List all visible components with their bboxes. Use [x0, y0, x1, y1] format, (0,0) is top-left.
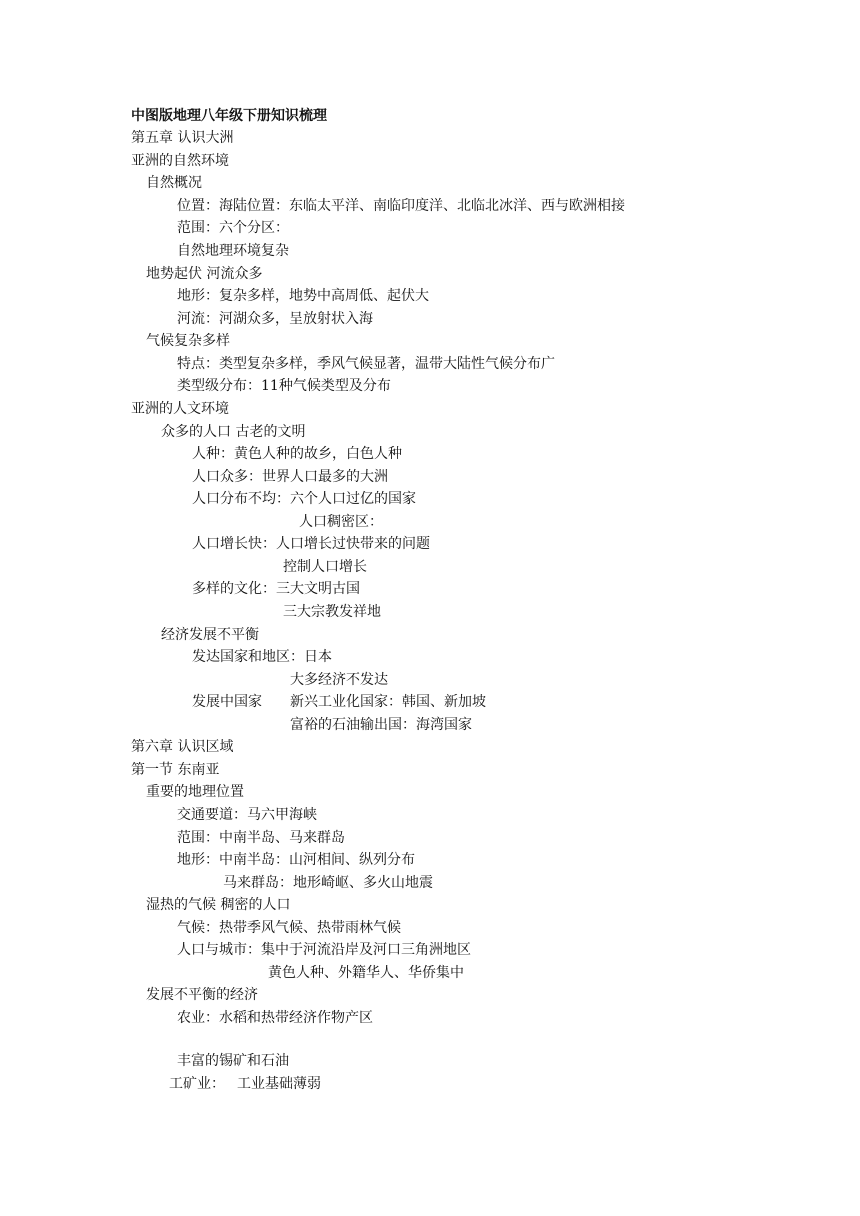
- mineral-line: 丰富的锡矿和石油: [177, 1053, 289, 1069]
- culture-line: 多样的文化：三大文明古国: [192, 581, 360, 597]
- landform-line: 地形：复杂多样，地势中高周低、起伏大: [177, 288, 429, 304]
- range-line: 范围：六个分区：: [177, 220, 289, 236]
- complex-line: 自然地理环境复杂: [177, 243, 289, 259]
- economy-heading: 经济发展不平衡: [161, 627, 259, 643]
- climate-features-line: 特点：类型复杂多样，季风气候显著，温带大陆性气候分布广: [177, 356, 555, 372]
- asia-human-heading: 亚洲的人文环境: [131, 401, 229, 417]
- developed-line: 发达国家和地区：日本: [192, 649, 332, 665]
- climate-heading: 气候复杂多样: [146, 333, 230, 349]
- population-many-line: 人口众多：世界人口最多的大洲: [192, 469, 388, 485]
- document-title: 中图版地理八年级下册知识梳理: [131, 108, 327, 124]
- population-growth-line: 人口增长快：人口增长过快带来的问题: [192, 536, 430, 552]
- malay-line: 马来群岛：地形崎岖、多火山地震: [223, 875, 433, 891]
- chapter-5-heading: 第五章 认识大洲: [131, 130, 234, 146]
- overview-heading: 自然概况: [146, 175, 202, 191]
- oil-exporter-line: 富裕的石油输出国：海湾国家: [290, 717, 472, 733]
- rivers-line: 河流：河湖众多，呈放射状入海: [177, 311, 373, 327]
- developing-label: 发展中国家: [192, 694, 262, 710]
- chapter-6-heading: 第六章 认识区域: [131, 739, 234, 755]
- section-1-heading: 第一节 东南亚: [131, 762, 220, 778]
- sea-range-line: 范围：中南半岛、马来群岛: [177, 830, 345, 846]
- nic-line: 新兴工业化国家：韩国、新加坡: [290, 694, 486, 710]
- industry-base-line: 工业基础薄弱: [237, 1076, 321, 1092]
- underdeveloped-line: 大多经济不发达: [290, 672, 388, 688]
- sea-climate-pop-heading: 湿热的气候 稠密的人口: [146, 897, 291, 913]
- climate-types-line: 类型级分布：11种气候类型及分布: [177, 378, 391, 394]
- population-dense-line: 人口稠密区：: [299, 514, 383, 530]
- sea-economy-heading: 发展不平衡的经济: [146, 987, 258, 1003]
- population-uneven-line: 人口分布不均：六个人口过亿的国家: [192, 491, 416, 507]
- agriculture-line: 农业：水稻和热带经济作物产区: [177, 1010, 373, 1026]
- sea-climate-line: 气候：热带季风气候、热带雨林气候: [177, 920, 401, 936]
- sea-cities-line: 人口与城市：集中于河流沿岸及河口三角洲地区: [177, 942, 471, 958]
- religion-line: 三大宗教发祥地: [283, 604, 381, 620]
- population-control-line: 控制人口增长: [283, 559, 367, 575]
- location-line: 位置：海陆位置：东临太平洋、南临印度洋、北临北冰洋、西与欧洲相接: [177, 198, 625, 214]
- strait-line: 交通要道：马六甲海峡: [177, 807, 317, 823]
- sea-location-heading: 重要的地理位置: [146, 784, 244, 800]
- population-heading: 众多的人口 古老的文明: [161, 424, 306, 440]
- race-line: 人种：黄色人种的故乡，白色人种: [192, 446, 402, 462]
- terrain-heading: 地势起伏 河流众多: [146, 266, 263, 282]
- sea-landform-line: 地形：中南半岛：山河相间、纵列分布: [177, 852, 415, 868]
- asia-nature-heading: 亚洲的自然环境: [131, 153, 229, 169]
- industry-label: 工矿业：: [169, 1076, 225, 1092]
- sea-races-line: 黄色人种、外籍华人、华侨集中: [268, 965, 464, 981]
